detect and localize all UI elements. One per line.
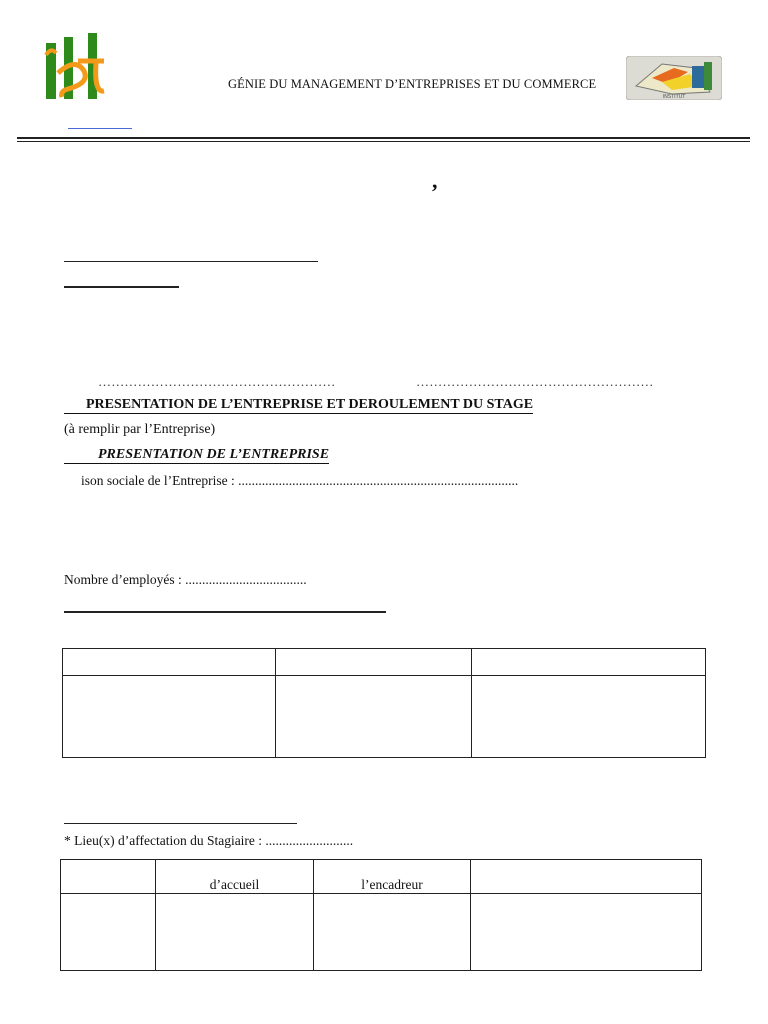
institution-building-logo [626,56,722,100]
table-header-cell: l’encadreur [314,860,471,894]
table-row [61,894,702,971]
table-header-row [61,860,702,894]
ist-logo [44,33,106,101]
table-cell[interactable] [63,676,276,758]
header-divider-thick [17,137,750,139]
table-header-cell [472,649,706,676]
lieu-affectation-field: * Lieu(x) d’affectation du Stagiaire : .......................... [64,833,354,848]
svg-text:INSTITUT: INSTITUT [662,94,686,100]
blank-line-2 [64,286,179,288]
affectation-table [60,859,702,971]
raison-sociale-field: ison sociale de l’Entreprise : ................................................................................... [81,473,519,488]
table-header-cell [61,860,156,894]
header-title: GÉNIE DU MANAGEMENT D’ENTREPRISES ET DU COMMERCE [228,77,597,91]
stray-comma: , [432,168,438,193]
table-header-row [63,649,706,676]
table-header-cell: d’accueil [156,860,314,894]
nombre-employes-field: Nombre d’employés : .................................... [64,572,307,587]
table-header-cell [276,649,472,676]
header-link-underline[interactable] [68,128,132,129]
table-cell[interactable] [276,676,472,758]
company-info-table [62,648,706,758]
header-divider-thin [17,141,750,142]
table-cell[interactable] [471,894,702,971]
dotted-field-right: ……………………………………………… [416,374,654,389]
table-cell[interactable] [156,894,314,971]
dotted-field-left: ……………………………………………… [98,374,336,389]
table-cell[interactable] [314,894,471,971]
subsection-title: PRESENTATION DE L’ENTREPRISE [64,446,329,464]
blank-line-3 [64,611,386,613]
table-header-cell [471,860,702,894]
table-header-cell [63,649,276,676]
section-note: (à remplir par l’Entreprise) [64,422,216,437]
table-row [63,676,706,758]
table-cell[interactable] [61,894,156,971]
table-cell[interactable] [472,676,706,758]
blank-line-1 [64,261,318,262]
section-title: PRESENTATION DE L’ENTREPRISE ET DEROULEMENT DU STAGE [64,396,533,414]
blank-line-4 [64,823,297,824]
